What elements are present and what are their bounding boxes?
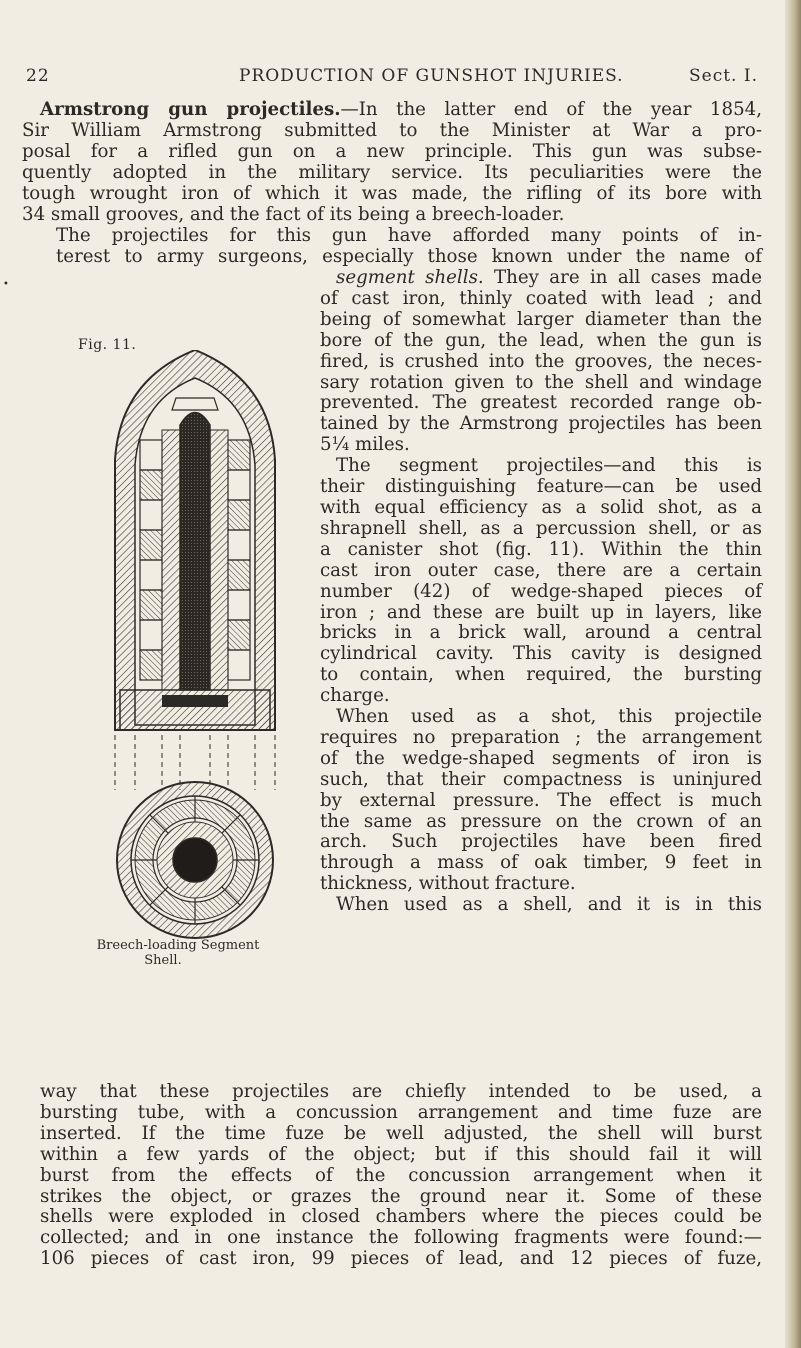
text-line: arch. Such projectiles have been fired	[320, 831, 762, 853]
text-line: requires no preparation ; the arrangement	[320, 726, 762, 748]
text-line: posal for a rifled gun on a new principle. This gun was subse-	[22, 140, 762, 162]
text-line: strikes the object, or grazes the ground near it. Some of these	[40, 1185, 762, 1207]
text-line: They are in all cases made	[494, 267, 762, 288]
text-line: with equal efficiency as a solid shot, as a	[320, 496, 762, 518]
figure-caption	[63, 938, 293, 968]
text-line: within a few yards of the object; but if this should fail it will	[40, 1143, 762, 1165]
paragraph-armstrong-gun	[22, 99, 762, 225]
text-line: iron ; and these are built up in layers, like	[320, 601, 762, 623]
text-line: cast iron outer case, there are a certain	[320, 559, 762, 581]
text-line: of the wedge-shaped segments of iron is	[320, 747, 762, 769]
figure-label: Fig. 11.	[78, 337, 137, 353]
text-line: quently adopted in the military service. Its peculiarities were the	[22, 161, 762, 183]
segment-shell-illustration	[100, 350, 290, 940]
text-line: bursting tube, with a concussion arrangement and time fuze are	[40, 1101, 762, 1123]
text-line: of cast iron, thinly coated with lead ; and	[320, 287, 762, 309]
text-line: When used as a shot, this projectile	[336, 706, 762, 728]
text-line: 34 small grooves, and the fact of its being a breech-loader.	[22, 203, 565, 225]
text-line: When used as a shell, and it is in this	[336, 894, 762, 916]
text-line: shells were exploded in closed chambers where the pieces could be	[40, 1206, 762, 1228]
text-line: fired, is crushed into the grooves, the neces-	[320, 350, 762, 372]
text-line: The projectiles for this gun have afforded many points of in-	[56, 225, 762, 246]
text-line: prevented. The greatest recorded range ob-	[320, 392, 762, 414]
caption-line: Shell.	[144, 953, 182, 968]
text-line: burst from the effects of the concussion arrangement when it	[40, 1164, 762, 1186]
text-line: the same as pressure on the crown of an	[320, 810, 762, 832]
text-line: thickness, without fracture.	[320, 873, 576, 895]
running-header	[26, 66, 758, 88]
text-line: a canister shot (fig. 11). Within the thin	[320, 538, 762, 560]
text-line: cylindrical cavity. This cavity is designed	[320, 643, 762, 665]
paragraph-heading: Armstrong gun projectiles.	[40, 99, 341, 120]
text-line: inserted. If the time fuze be well adjusted, the shell will burst	[40, 1122, 762, 1144]
shell-longitudinal-section	[115, 350, 275, 730]
text-line: shrapnell shell, as a percussion shell, or as	[320, 517, 762, 539]
text-line: being of somewhat larger diameter than the	[320, 308, 762, 330]
text-line: Sir William Armstrong submitted to the Minister at War a pro-	[22, 119, 762, 141]
shell-cross-section	[117, 782, 273, 938]
text-line: such, that their compactness is uninjured	[320, 768, 762, 790]
text-line: charge.	[320, 685, 390, 707]
text-line: their distinguishing feature—can be used	[320, 476, 762, 498]
page-number: 22	[26, 66, 50, 86]
text-line: sary rotation given to the shell and windage	[320, 371, 762, 393]
text-line: tough wrought iron of which it was made, the rifling of its bore with	[22, 182, 762, 204]
text-line: number (42) of wedge-shaped pieces of	[320, 580, 762, 602]
running-title: PRODUCTION OF GUNSHOT INJURIES.	[239, 66, 624, 86]
text-line: way that these projectiles are chiefly intended to be used, a	[40, 1081, 762, 1102]
text-line: collected; and in one instance the following fragments were found:—	[40, 1227, 762, 1249]
text-line: bricks in a brick wall, around a central	[320, 622, 762, 644]
text-line: to contain, when required, the bursting	[320, 664, 762, 686]
text-line: bore of the gun, the lead, when the gun is	[320, 329, 762, 351]
section-marker: Sect. I.	[689, 66, 758, 86]
text-line: terest to army surgeons, especially those known under the name of	[56, 245, 762, 267]
text-line: by external pressure. The effect is much	[320, 789, 762, 811]
text-line: through a mass of oak timber, 9 feet in	[320, 852, 762, 874]
text-line: —In the latter end of the year 1854,	[340, 99, 762, 120]
margin-mark: •	[3, 279, 9, 290]
page-edge-shadow	[785, 0, 801, 1348]
paragraph-projectiles-intro	[22, 226, 762, 268]
text-line: 5¼ miles.	[320, 434, 410, 456]
text-line: tained by the Armstrong projectiles has been	[320, 413, 762, 435]
text-line: 106 pieces of cast iron, 99 pieces of lead, and 12 pieces of fuze,	[40, 1248, 762, 1270]
text-line: The segment projectiles—and this is	[336, 455, 762, 477]
side-column-text	[312, 268, 762, 916]
caption-line: Breech-loading Segment	[96, 938, 260, 953]
paragraph-used-as-shell	[40, 1082, 762, 1270]
italic-term: segment shells.	[336, 267, 484, 288]
